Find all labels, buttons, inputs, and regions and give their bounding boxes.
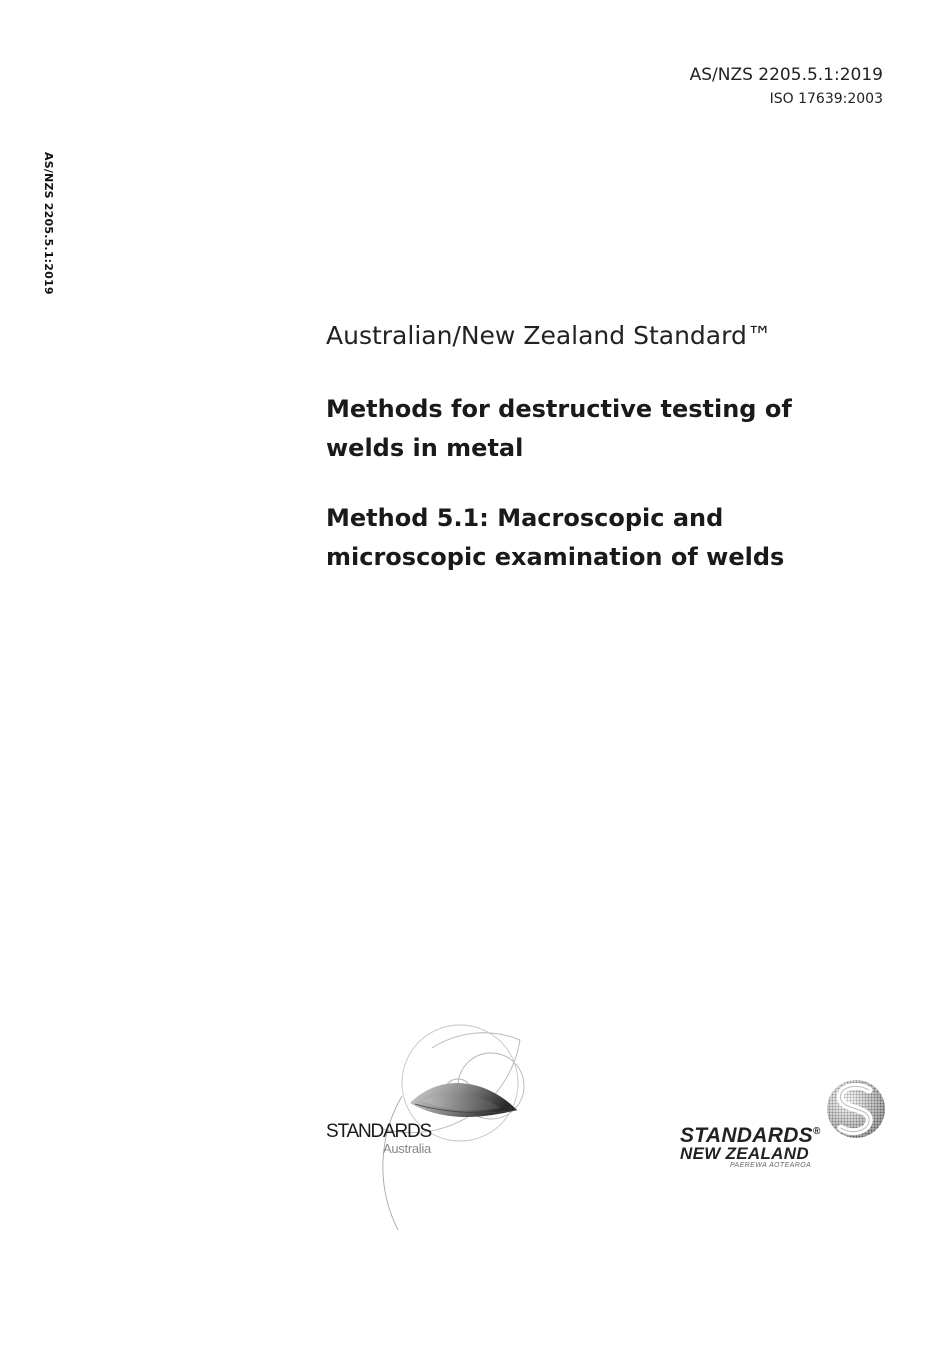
- spine-standard-number: AS/NZS 2205.5.1:2019: [42, 152, 55, 295]
- main-title: Methods for destructive testing of welds in metal: [326, 395, 792, 462]
- standards-australia-wordmark: STANDARDS: [326, 1121, 431, 1142]
- standards-new-zealand-wordmark: STANDARDS®: [680, 1124, 821, 1147]
- standard-number: AS/NZS 2205.5.1:2019: [689, 65, 883, 85]
- standards-australia-subtext: Australia: [383, 1141, 431, 1156]
- standards-new-zealand-country: NEW ZEALAND: [680, 1144, 809, 1163]
- iso-number: ISO 17639:2003: [769, 91, 883, 107]
- series-title: Australian/New Zealand Standard™: [326, 321, 772, 350]
- standards-new-zealand-s-icon: [825, 1078, 887, 1140]
- standards-new-zealand-maori-name: PAEREWA AOTEAROA: [730, 1162, 812, 1169]
- title-block: [326, 318, 846, 577]
- sub-title: Method 5.1: Macroscopic and microscopic examination of welds: [326, 504, 785, 571]
